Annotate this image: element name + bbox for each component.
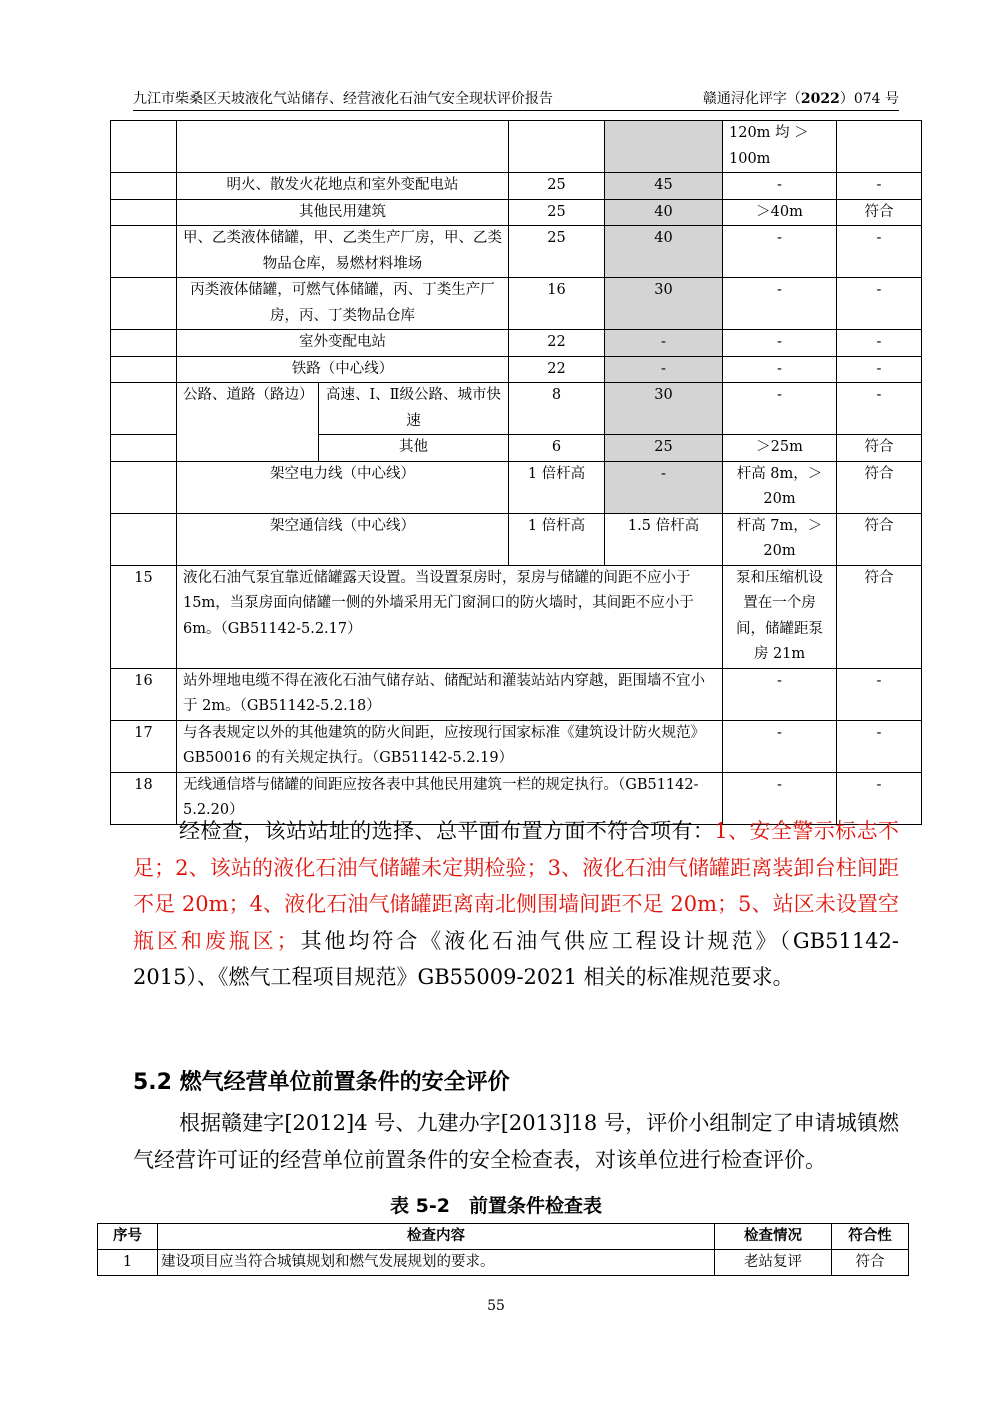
table-row: 17 与各表规定以外的其他建筑的防火间距，应按现行国家标准《建筑设计防火规范》GB50016 的有关规定执行。（GB51142-5.2.19） - - [111, 720, 922, 772]
section-heading: 5.2 燃气经营单位前置条件的安全评价 [133, 1070, 510, 1095]
page-header [133, 86, 899, 111]
table-row: 15 液化石油气泵宜靠近储罐露天设置。当设置泵房时，泵房与储罐的间距不应小于 15m，当泵房面向储罐一侧的外墙采用无门窗洞口的防火墙时，其间距不应小于 6m。（GB51142-5.2.17） 泵和压缩机设置在一个房间，储罐距泵房 21m 符合 [111, 565, 922, 668]
spacing-check-table [110, 120, 922, 825]
table-row: 铁路（中心线） 22 - - - [111, 356, 922, 383]
page-number: 55 [487, 1298, 505, 1314]
table-row: 架空电力线（中心线） 1 倍杆高 - 杆高 8m，＞20m 符合 [111, 461, 922, 513]
table-row: 120m 均 ＞100m [111, 121, 922, 173]
section-body: 根据赣建字[2012]4 号、九建办字[2013]18 号，评价小组制定了申请城镇燃气经营许可证的经营单位前置条件的安全检查表，对该单位进行检查评价。 [133, 1111, 899, 1172]
table-row: 甲、乙类液体储罐，甲、乙类生产厂房，甲、乙类物品仓库，易燃材料堆场 25 40 - - [111, 226, 922, 278]
inspection-conclusion: 经检查，该站站址的选择、总平面布置方面不符合项有：1、安全警示标志不足；2、该站的液化石油气储罐未定期检验；3、液化石油气储罐距离装卸台柱间距不足 20m；4、液化石油气储罐距离南北侧围墙间距不足 20m；5、站区未设置空瓶区和废瓶区；其他均符合《液化石油气供应工程设计规范》（GB51142-2015）、《燃气工程项目规范》GB55009-2021 相关的标准规范要求。 [133, 819, 899, 989]
table-caption: 表 5-2 前置条件检查表 [390, 1195, 602, 1217]
header-report-number: 赣通浔化评字（2022）074 号 [702, 91, 899, 107]
precondition-check-table [97, 1223, 909, 1276]
table-row: 丙类液体储罐，可燃气体储罐，丙、丁类生产厂房，丙、丁类物品仓库 16 30 - - [111, 278, 922, 330]
table-row: 其他民用建筑 25 40 ＞40m 符合 [111, 199, 922, 226]
table-row: 16 站外埋地电缆不得在液化石油气储存站、储配站和灌装站站内穿越，距围墙不宜小于 2m。（GB51142-5.2.18） - - [111, 668, 922, 720]
table-row: 公路、道路（路边） 高速、Ⅰ、Ⅱ级公路、城市快速 8 30 - - [111, 383, 922, 435]
header-report-title: 九江市柴桑区天坡液化气站储存、经营液化石油气安全现状评价报告 [133, 91, 553, 107]
table-row: 18 无线通信塔与储罐的间距应按各表中其他民用建筑一栏的规定执行。（GB51142-5.2.20） - - [111, 772, 922, 824]
table-row: 架空通信线（中心线） 1 倍杆高 1.5 倍杆高 杆高 7m，＞20m 符合 [111, 513, 922, 565]
nonconformity-list: 1、安全警示标志不足；2、该站的液化石油气储罐未定期检验；3、液化石油气储罐距离装卸台柱间距不足 20m；4、液化石油气储罐距离南北侧围墙间距不足 20m；5、站区未设置空瓶区和废瓶区； [133, 819, 899, 953]
table-header-row: 序号 检查内容 检查情况 符合性 [98, 1224, 909, 1250]
table-row: 明火、散发火花地点和室外变配电站 25 45 - - [111, 173, 922, 200]
table-row: 其他 6 25 ＞25m 符合 [111, 435, 922, 462]
table-row: 1 建设项目应当符合城镇规划和燃气发展规划的要求。 老站复评 符合 [98, 1250, 909, 1276]
table-row: 室外变配电站 22 - - - [111, 330, 922, 357]
